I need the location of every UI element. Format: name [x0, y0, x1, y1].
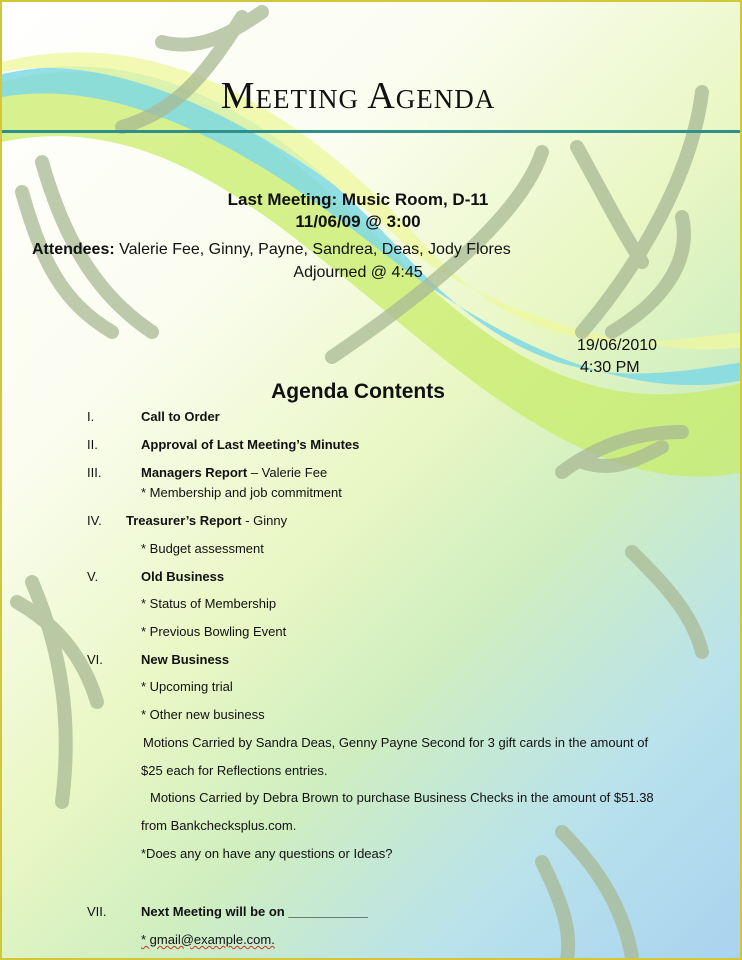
sub-item: * Previous Bowling Event — [141, 624, 287, 639]
sub-item: * Membership and job commitment — [141, 485, 342, 500]
motion-text: Motions Carried by Debra Brown to purchase Business Checks in the amount of $51.38 — [150, 790, 654, 805]
sub-item: * Upcoming trial — [141, 679, 233, 694]
agenda-item-owner: – Valerie Fee — [247, 465, 328, 480]
agenda-item-title: Approval of Last Meeting’s Minutes — [141, 437, 360, 452]
item-number: V. — [87, 569, 99, 584]
sub-item: * Budget assessment — [141, 541, 264, 556]
page-title: Meeting Agenda — [220, 75, 496, 117]
last-meeting: Last Meeting: Music Room, D-11 — [227, 190, 489, 209]
item-number: VI. — [87, 652, 103, 667]
agenda-contents-title: Agenda Contents — [271, 380, 445, 403]
item-number: II. — [87, 437, 98, 452]
agenda-item — [141, 409, 220, 424]
meeting-date-block — [577, 335, 657, 379]
item-number: III. — [87, 465, 102, 480]
meeting-date: 19/06/2010 — [577, 337, 658, 354]
leaf-shape — [542, 862, 568, 960]
attendees-line — [32, 241, 511, 259]
title-divider — [2, 130, 742, 133]
sub-item: * Other new business — [141, 707, 265, 722]
attendees-label: Attendees: — [32, 241, 115, 258]
agenda-item — [126, 513, 287, 528]
agenda-item-title: Call to Order — [141, 409, 220, 424]
agenda-item-title: Managers Report — [141, 465, 248, 480]
agenda-item-owner: - Ginny — [241, 513, 288, 528]
leaf-shape — [162, 12, 262, 45]
questions-text: *Does any on have any questions or Ideas? — [141, 846, 393, 861]
agenda-item — [141, 569, 224, 584]
item-number: IV. — [87, 513, 102, 528]
agenda-item-title: Next Meeting will be on ___________ — [141, 904, 368, 919]
meeting-time: 4:30 PM — [580, 359, 640, 376]
last-meeting-time: 11/06/09 @ 3:00 — [295, 212, 421, 231]
leaf-shape — [632, 552, 702, 652]
motion-text: $25 each for Reflections entries. — [141, 763, 328, 778]
motion-text: from Bankchecksplus.com. — [141, 818, 297, 833]
agenda-item — [141, 652, 229, 667]
item-number: I. — [87, 409, 95, 424]
agenda-item-title: Treasurer’s Report — [126, 513, 242, 528]
agenda-item — [141, 465, 327, 480]
agenda-item — [141, 904, 368, 919]
agenda-item-title: Old Business — [141, 569, 225, 584]
adjourned: Adjourned @ 4:45 — [293, 264, 423, 281]
agenda-item-title: New Business — [141, 652, 230, 667]
decorative-background — [2, 2, 742, 960]
contact-email: * gmail@example.com. — [141, 932, 275, 947]
attendees-names: Valerie Fee, Ginny, Payne, Sandrea, Deas, Jody Flores — [119, 241, 511, 258]
sub-item: * Status of Membership — [141, 596, 277, 611]
item-number: VII. — [87, 904, 107, 919]
motion-text: Motions Carried by Sandra Deas, Genny Payne Second for 3 gift cards in the amount of — [143, 735, 649, 750]
agenda-item — [141, 437, 359, 452]
